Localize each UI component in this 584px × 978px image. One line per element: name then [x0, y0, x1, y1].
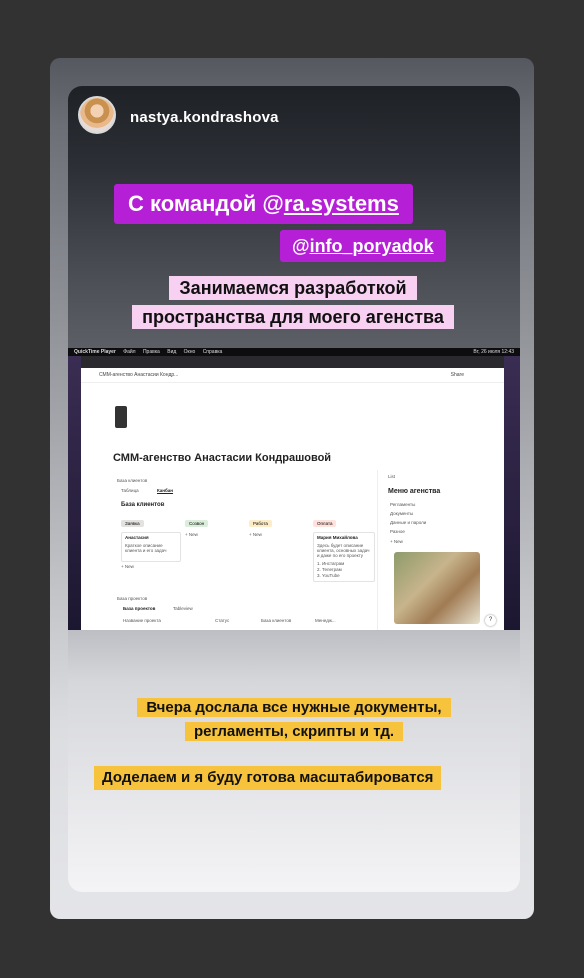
share-button: Share [450, 372, 464, 378]
card-list-item: 2. Телеграм [317, 567, 342, 572]
phone-icon [115, 406, 127, 428]
menu-window: Окно [183, 349, 196, 355]
desktop-left [68, 356, 82, 630]
column-payment: Оплата [313, 520, 336, 527]
projects-col-clients: База клиентов [261, 618, 292, 623]
menu-edit: Правка [142, 349, 160, 355]
card-title: Мария Михайлова [317, 535, 358, 540]
development-line-2: пространства для моего агенства [132, 305, 454, 329]
card-title: Анастасия [125, 535, 149, 540]
team-prefix: С командой @ [128, 191, 284, 216]
scale-caption: Доделаем и я буду готова масштабироватся [94, 766, 441, 790]
menu-app: QuickTime Player [74, 349, 116, 355]
projects-col-name: Название проекта [123, 618, 161, 623]
new-card-label-2: + New [185, 532, 198, 537]
column-call: Созвон [185, 520, 208, 527]
panel-title: Меню агенства [388, 488, 441, 495]
menu-file: Файл [123, 349, 136, 355]
agency-photo [394, 552, 480, 624]
menubar-clock: Вт, 26 июля 12:43 [473, 349, 514, 355]
avatar[interactable] [78, 96, 116, 134]
view-kanban-tab: Канбан [157, 488, 174, 493]
column-request: Заявка [121, 520, 144, 527]
username[interactable]: nastya.kondrashova [130, 109, 279, 126]
column-work: Работа [249, 520, 272, 527]
team-handle-link[interactable]: ra.systems [283, 191, 399, 216]
development-line-1: Занимаемся разработкой [169, 276, 416, 300]
mac-menubar [68, 348, 520, 356]
clients-section-label: База клиентов [117, 478, 148, 483]
page-title: СММ-агенство Анастасии Кондрашовой [113, 452, 332, 464]
board-title: База клиентов [121, 502, 165, 508]
agency-menu-panel [377, 470, 505, 630]
projects-section-label: База проектов [117, 596, 148, 601]
team-sticker[interactable] [114, 184, 413, 224]
projects-col-status: Статус [215, 618, 230, 623]
breadcrumb: СММ-агенство Анастасии Кондр... [99, 372, 179, 378]
kanban-card [313, 532, 375, 582]
projects-view-tab: База проектов [123, 606, 156, 611]
projects-col-manager: Менедж... [315, 618, 336, 623]
development-caption [104, 274, 482, 332]
view-table-tab: Таблица [121, 488, 139, 493]
panel-item: Регламенты [390, 502, 416, 507]
panel-item: Разное [390, 529, 405, 534]
second-handle-sticker[interactable] [280, 230, 446, 262]
card-list-item: 3. YouTube [317, 573, 340, 578]
window-titlebar [81, 368, 504, 383]
story-card[interactable] [68, 86, 520, 892]
menu-view: Вид [167, 349, 177, 355]
new-card-label-3: + New [249, 532, 262, 537]
embedded-screenshot [68, 348, 520, 630]
second-handle-prefix: @ [292, 236, 310, 256]
card-list-item: 1. Инстаграм [317, 561, 345, 566]
projects-view-tab-2: Tableview [173, 606, 193, 611]
card-text: Краткое описание клиента и его задач [125, 543, 167, 553]
panel-new: + New [390, 539, 403, 544]
desktop-right [504, 356, 520, 630]
documents-line-1: Вчера дослала все нужные документы, [137, 698, 450, 717]
menu-help: Справка [202, 349, 223, 355]
help-icon: ? [485, 615, 496, 626]
panel-view-label: List [388, 474, 396, 479]
card-text: Здесь будет описание клиента, основных задач и даже по его проекту [317, 543, 370, 558]
second-handle-link[interactable]: info_poryadok [309, 236, 434, 256]
notion-window [81, 368, 504, 630]
browser-chrome [81, 356, 504, 368]
new-card-label: + New [121, 564, 134, 569]
kanban-card [121, 532, 181, 562]
panel-item: Данные и пароли [390, 520, 427, 525]
panel-item: Документы [390, 511, 414, 516]
documents-line-2: регламенты, скрипты и тд. [185, 722, 403, 741]
documents-caption [88, 696, 500, 744]
